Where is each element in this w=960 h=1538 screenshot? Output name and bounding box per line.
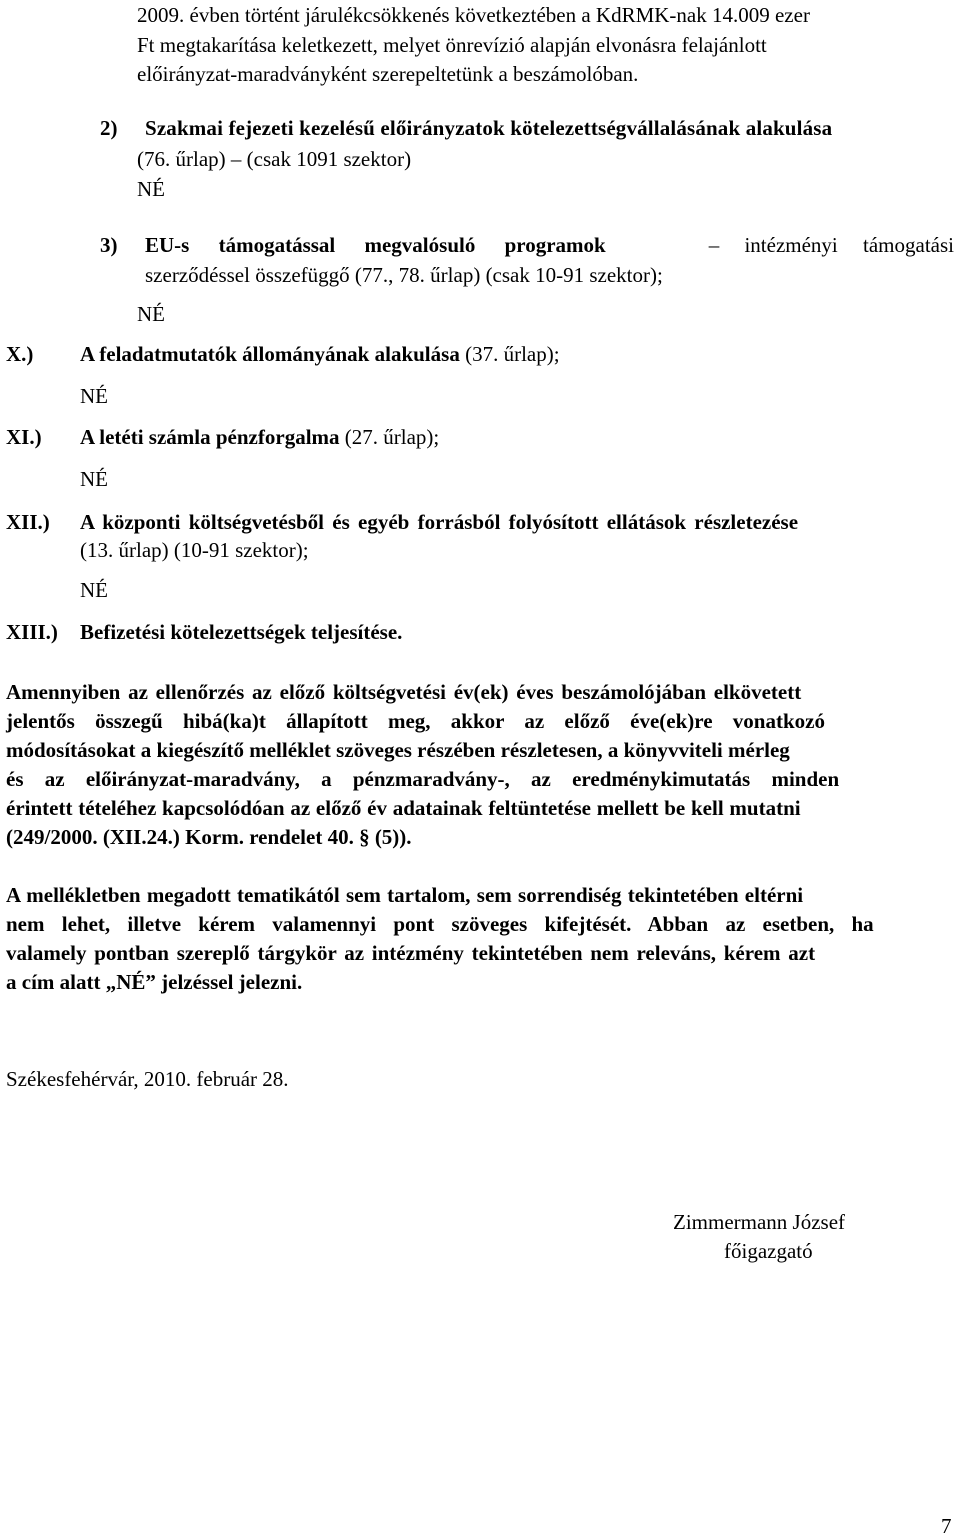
paragraph-2-line-1: A mellékletben megadott tematikától sem tartalom, sem sorrendiség tekintetében eltérni [6,883,804,907]
item-2-answer: NÉ [137,177,165,201]
item-2-number: 2) [100,116,118,140]
page-number: 7 [941,1514,952,1538]
item-2-title: Szakmai fejezeti kezelésű előirányzatok kötelezettségvállalásának alakulása [145,116,833,140]
paragraph-1-line-6: (249/2000. (XII.24.) Korm. rendelet 40. § (5)). [6,825,412,849]
item-3-answer: NÉ [137,302,165,326]
section-xii-answer: NÉ [80,578,108,602]
section-x-title: A feladatmutatók állományának alakulása [80,342,460,366]
item-3-title-row [137,235,954,256]
paragraph-2-line-2: nem lehet, illetve kérem valamennyi pont szöveges kifejtését. Abban az esetben, ha [6,912,874,936]
section-x-answer: NÉ [80,384,108,408]
paragraph-1-line-3: módosításokat a kiegészítő melléklet szöveges részében részletesen, a könyvviteli mérleg [6,738,790,762]
item-2-detail: (76. űrlap) – (csak 1091 szektor) [137,147,412,171]
section-x-detail: (37. űrlap); [465,342,560,366]
item-3-title-rest: – intézményi támogatási [708,233,954,257]
section-xi-answer: NÉ [80,467,108,491]
section-xi-title: A letéti számla pénzforgalma [80,425,340,449]
paragraph-1-text-1: Amennyiben az ellenőrzés az előző költségvetési év(ek) éves beszámolójában elkövetett [6,680,802,704]
paragraph-2-line-4: a cím alatt „NÉ” jelzéssel jelezni. [6,970,303,994]
section-xii-number: XII.) [6,510,50,534]
intro-line-1: 2009. évben történt járulékcsökkenés következtében a KdRMK-nak 14.009 ezer [137,3,810,27]
section-xi-number: XI.) [6,425,42,449]
item-3-detail: szerződéssel összefüggő (77., 78. űrlap) (csak 10-91 szektor); [145,263,663,287]
section-xii-detail: (13. űrlap) (10-91 szektor); [80,538,309,562]
signature-title: főigazgató [724,1239,813,1263]
section-xiii-number: XIII.) [6,620,58,644]
paragraph-1-line-2: jelentős összegű hibá(ka)t állapított meg, akkor az előző éve(ek)re vonatkozó [6,709,825,733]
section-xi-detail: (27. űrlap); [344,425,440,449]
section-xi-heading [80,427,439,448]
item-3-title-bold: EU-s támogatással megvalósuló programok [145,233,606,257]
section-xii-title: A központi költségvetésből és egyéb forrásból folyósított ellátások részletezése [80,510,799,534]
item-3-number: 3) [100,233,118,257]
signature-name: Zimmermann József [673,1210,846,1234]
place-date: Székesfehérvár, 2010. február 28. [6,1067,289,1091]
paragraph-1-line-4: és az előirányzat-maradvány, a pénzmaradvány-, az eredménykimutatás minden [6,767,840,791]
paragraph-1-line-1 [6,682,954,703]
section-xiii-title: Befizetési kötelezettségek teljesítése. [80,620,403,644]
section-x-number: X.) [6,342,34,366]
intro-line-3: előirányzat-maradványként szerepeltetünk a beszámolóban. [137,62,639,86]
paragraph-1-line-5: érintett tételéhez kapcsolódóan az előző év adatainak feltüntetése mellett be kell mutatni [6,796,801,820]
paragraph-2-line-3: valamely pontban szereplő tárgykör az intézmény tekintetében nem releváns, kérem azt [6,941,816,965]
intro-line-2: Ft megtakarítása keletkezett, melyet önrevízió alapján elvonásra felajánlott [137,33,767,57]
section-x-heading [80,344,560,365]
